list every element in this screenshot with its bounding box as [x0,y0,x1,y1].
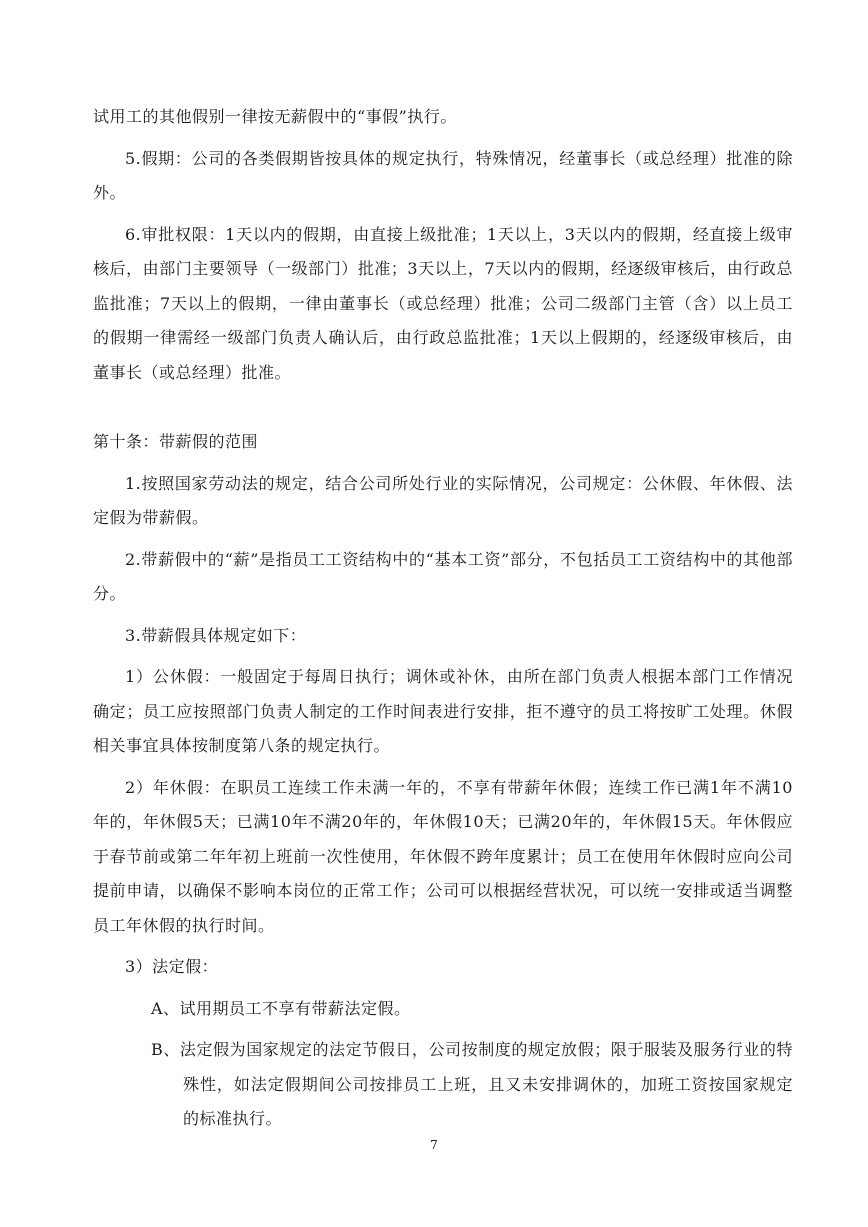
document-body [93,100,793,1144]
paragraph-continuation: 试用工的其他假别一律按无薪假中的“事假”执行。 [93,107,457,126]
list-item-a: A、试用期员工不享有带薪法定假。 [151,998,411,1018]
paragraph-paid-leave-rules: 3.带薪假具体规定如下： [125,625,307,645]
paragraph-statutory-leave: 3）法定假： [125,957,219,976]
section-heading-article-10: 第十条：带薪假的范围 [93,432,259,451]
paragraph-paid-leave-salary: 2.带薪假中的“薪”是指员工工资结构中的“基本工资”部分，不包括员工工资结构中的其他部分。 [93,549,793,603]
list-item-b: B、法定假为国家规定的法定节假日，公司按制度的规定放假；限于服装及服务行业的特殊性，如法定假期间公司按排员工上班，且又未安排调休的，加班工资按国家规定的标准执行。 [151,1040,793,1128]
paragraph-annual-leave: 2）年休假：在职员工连续工作未满一年的，不享有带薪年休假；连续工作已满1年不满10年的，年休假5天；已满10年不满20年的，年休假10天；已满20年的，年休假15天。年休假应于春节前或第二年年初上班前一次性使用，年休假不跨年度累计；员工在使用年休假时应向公司提前申请，以确保不影响本岗位的正常工作；公司可以根据经营状况，可以统一安排或适当调整员工年休假的执行时间。 [93,777,793,935]
page-number: 7 [430,1138,438,1152]
paragraph-paid-leave-scope: 1.按照国家劳动法的规定，结合公司所处行业的实际情况，公司规定：公休假、年休假、法定假为带薪假。 [93,473,793,527]
paragraph-holiday-rule: 5.假期：公司的各类假期皆按具体的规定执行，特殊情况，经董事长（或总经理）批准的除外。 [93,148,793,202]
paragraph-public-rest: 1）公休假：一般固定于每周日执行；调休或补休，由所在部门负责人根据本部门工作情况确定；员工应按照部门负责人制定的工作时间表进行安排，拒不遵守的员工将按旷工处理。休假相关事宜具体按制度第八条的规定执行。 [93,667,793,755]
paragraph-approval-authority: 6.审批权限：1天以内的假期，由直接上级批准；1天以上，3天以内的假期，经直接上级审核后，由部门主要领导（一级部门）批准；3天以上，7天以内的假期，经逐级审核后，由行政总监批准；7天以上的假期，一律由董事长（或总经理）批准；公司二级部门主管（含）以上员工的假期一律需经一级部门负责人确认后，由行政总监批准；1天以上假期的，经逐级审核后，由董事长（或总经理）批准。 [93,224,793,382]
